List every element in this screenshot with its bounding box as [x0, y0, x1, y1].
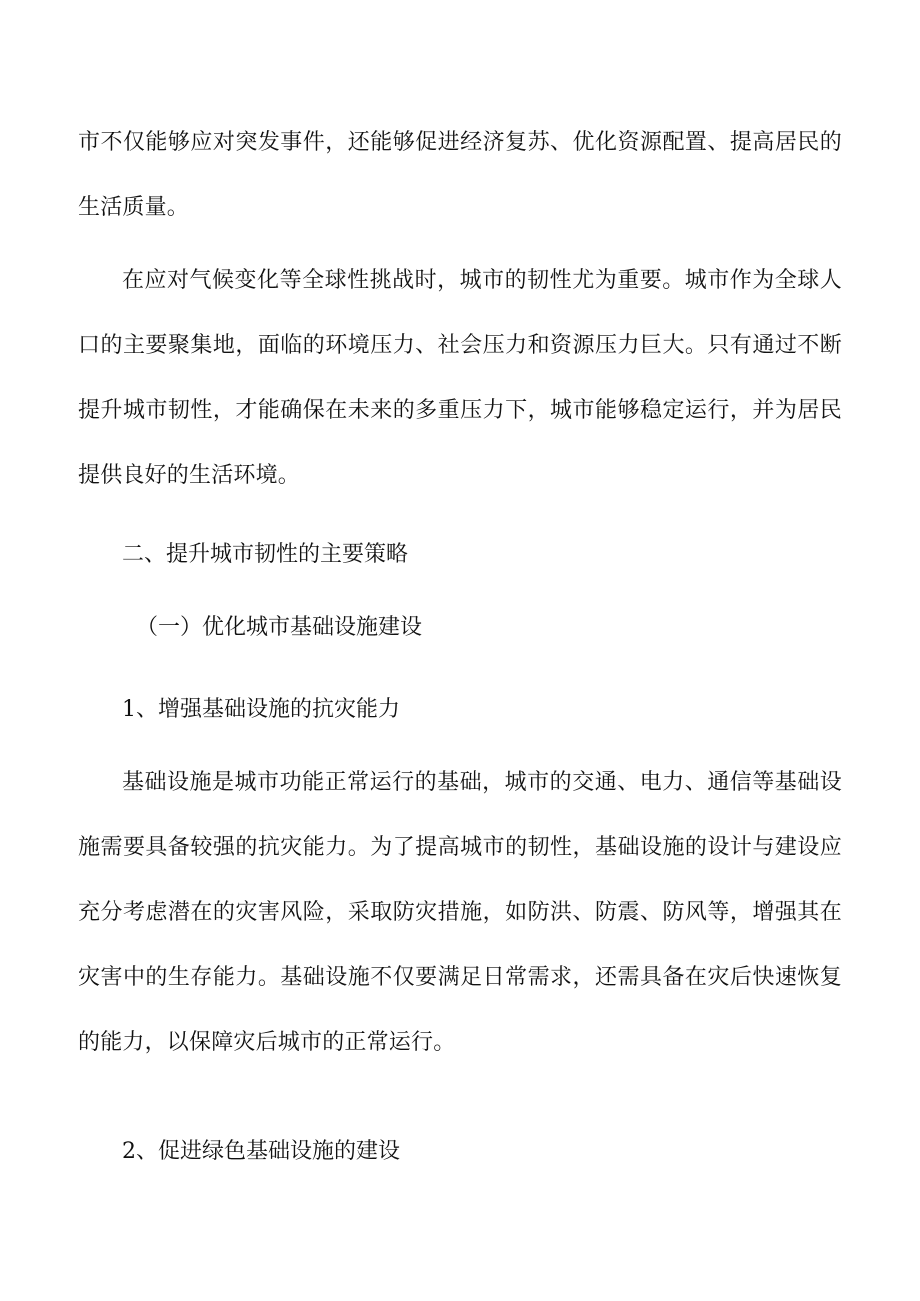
item-heading-2: 2、促进绿色基础设施的建设 [122, 1139, 400, 1164]
paragraph-infrastructure: 基础设施是城市功能正常运行的基础，城市的交通、电力、通信等基础设施需要具备较强的抗灾能力。为了提高城市的韧性，基础设施的设计与建设应充分考虑潜在的灾害风险，采取防灾措施，如防洪、防震、防风等，增强其在灾害中的生存能力。基础设施不仅要满足日常需求，还需具备在灾后快速恢复的能力，以保障灾后城市的正常运行。 [78, 770, 842, 1055]
item-heading-1: 1、增强基础设施的抗灾能力 [122, 697, 400, 722]
subsection-heading: （一）优化城市基础设施建设 [136, 615, 423, 640]
section-heading: 二、提升城市韧性的主要策略 [122, 542, 409, 567]
paragraph-climate-resilience: 在应对气候变化等全球性挑战时，城市的韧性尤为重要。城市作为全球人口的主要聚集地，面临的环境压力、社会压力和资源压力巨大。只有通过不断提升城市韧性，才能确保在未来的多重压力下，城市能够稳定运行，并为居民提供良好的生活环境。 [78, 268, 842, 488]
paragraph-continuation: 市不仅能够应对突发事件，还能够促进经济复苏、优化资源配置、提高居民的生活质量。 [78, 130, 842, 220]
